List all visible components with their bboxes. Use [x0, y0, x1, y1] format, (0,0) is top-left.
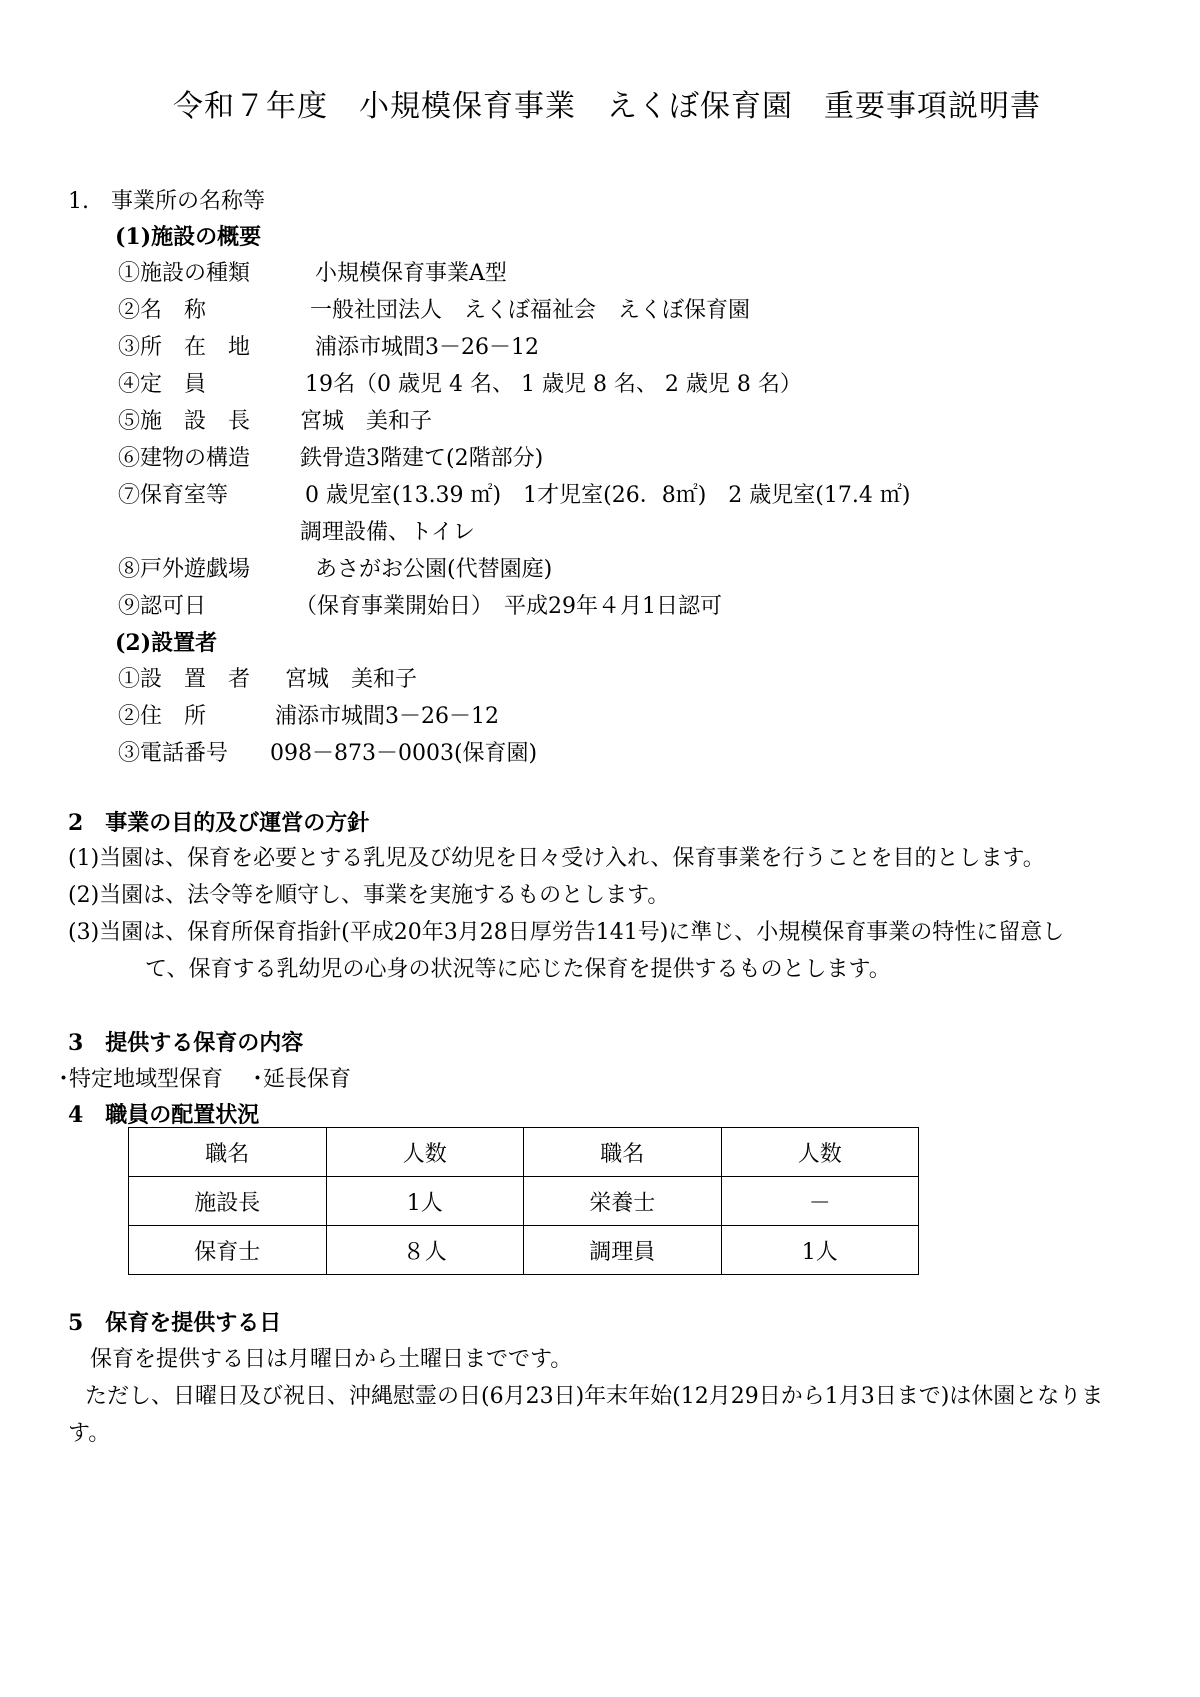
outdoor-play-label: ⑧戸外遊戯場 — [118, 557, 251, 582]
service-days-line-3: す。 — [68, 1421, 111, 1446]
section-4-heading: 4 職員の配置状況 — [68, 1102, 260, 1128]
purpose-line-3: (3)当園は、保育所保育指針(平成20年3月28日厚労告141号)に準じ、小規模保育事業の特性に留意し — [68, 920, 1065, 945]
building-structure-label: ⑥建物の構造 — [118, 446, 251, 471]
subsection-founder-heading: (2)設置者 — [115, 630, 218, 656]
table-cell: － — [721, 1177, 919, 1226]
founder-label: ①設 置 者 — [118, 667, 251, 692]
table-cell: 保育士 — [129, 1226, 327, 1275]
table-cell: 施設長 — [129, 1177, 327, 1226]
facility-type-label: ①施設の種類 — [118, 261, 251, 286]
facility-name-label: ②名 称 — [118, 298, 207, 323]
table-row — [129, 1177, 919, 1226]
table-cell: ８人 — [326, 1226, 524, 1275]
purpose-line-2: (2)当園は、法令等を順守し、事業を実施するものとします。 — [68, 883, 670, 908]
outdoor-play-value: あさがお公園(代替園庭) — [315, 557, 553, 582]
capacity-value: 19名（0 歳児 4 名、 1 歳児 8 名、 2 歳児 8 名） — [305, 372, 802, 397]
nursery-rooms-label: ⑦保育室等 — [118, 483, 229, 508]
phone-label: ③電話番号 — [118, 741, 229, 766]
facility-type-value: 小規模保育事業A型 — [315, 261, 507, 286]
table-row — [129, 1226, 919, 1275]
facility-address-value: 浦添市城間3－26－12 — [315, 335, 539, 360]
building-structure-value: 鉄骨造3階建て(2階部分) — [300, 446, 544, 471]
purpose-line-1: (1)当園は、保育を必要とする乳児及び幼児を日々受け入れ、保育事業を行うことを目的とします。 — [68, 846, 1045, 871]
approval-date-value: （保育事業開始日） 平成29年４月1日認可 — [295, 594, 722, 619]
founder-value: 宮城 美和子 — [285, 667, 418, 692]
table-header-cell: 人数 — [721, 1128, 919, 1177]
service-days-line-1: 保育を提供する日は月曜日から土曜日までです。 — [90, 1347, 573, 1372]
section-1-heading: 1. 事業所の名称等 — [68, 189, 265, 214]
table-cell: 栄養士 — [524, 1177, 722, 1226]
table-cell: 1人 — [721, 1226, 919, 1275]
section-2-heading: 2 事業の目的及び運営の方針 — [68, 810, 370, 836]
staff-table — [128, 1127, 919, 1275]
founder-address-label: ②住 所 — [118, 704, 207, 729]
facility-address-label: ③所 在 地 — [118, 335, 251, 360]
nursery-rooms-value: 0 歳児室(13.39 ㎡) 1才児室(26．8㎡) 2 歳児室(17.4 ㎡) — [305, 483, 911, 508]
capacity-label: ④定 員 — [118, 372, 207, 397]
table-header-cell: 人数 — [326, 1128, 524, 1177]
founder-address-value: 浦添市城間3－26－12 — [275, 704, 499, 729]
table-header-row — [129, 1128, 919, 1177]
table-header-cell: 職名 — [129, 1128, 327, 1177]
nursery-rooms-value-2: 調理設備、トイレ — [300, 520, 475, 545]
service-days-line-2: ただし、日曜日及び祝日、沖縄慰霊の日(6月23日)年末年始(12月29日から1月3日まで)は休園となりま — [85, 1384, 1104, 1409]
document-title: 令和７年度 小規模保育事業 えくぼ保育園 重要事項説明書 — [173, 89, 1041, 124]
section-3-heading: 3 提供する保育の内容 — [68, 1030, 304, 1056]
subsection-facility-heading: (1)施設の概要 — [115, 224, 262, 250]
facility-name-value: 一般社団法人 えくぼ福祉会 えくぼ保育園 — [310, 298, 751, 323]
director-value: 宮城 美和子 — [300, 409, 433, 434]
purpose-line-3-cont: て、保育する乳幼児の心身の状況等に応じた保育を提供するものとします。 — [145, 957, 891, 982]
childcare-types: ･特定地域型保育 ･延長保育 — [58, 1067, 351, 1092]
table-cell: 1人 — [326, 1177, 524, 1226]
table-header-cell: 職名 — [524, 1128, 722, 1177]
approval-date-label: ⑨認可日 — [118, 594, 207, 619]
table-cell: 調理員 — [524, 1226, 722, 1275]
phone-value: 098－873－0003(保育園) — [270, 741, 538, 766]
director-label: ⑤施 設 長 — [118, 409, 251, 434]
section-5-heading: 5 保育を提供する日 — [68, 1310, 282, 1336]
